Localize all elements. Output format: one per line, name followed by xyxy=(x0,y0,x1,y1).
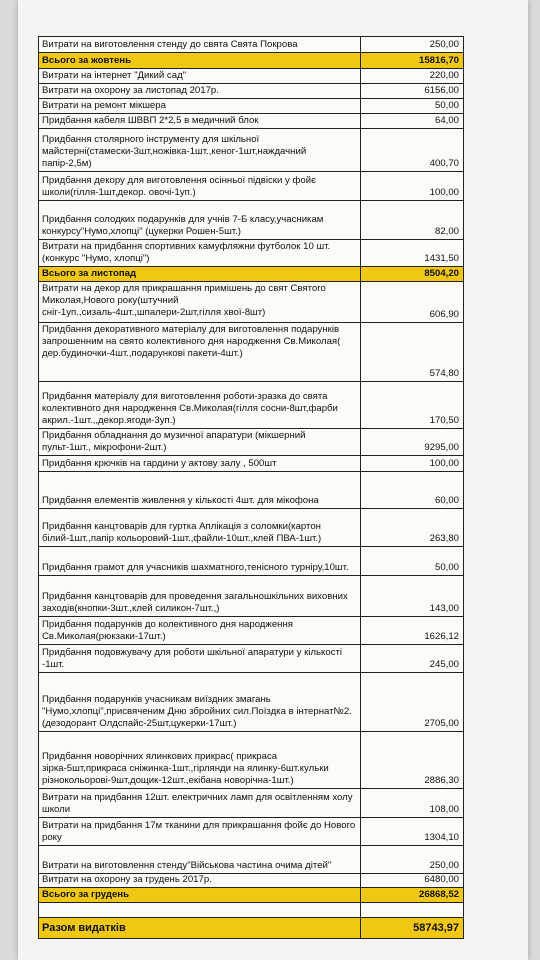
table-row xyxy=(39,547,463,576)
table-row-spacer xyxy=(39,903,463,918)
row-description: Придбання подарунків до колективного дня народження Св.Миколая(рюкзаки-17шт.) xyxy=(39,617,361,644)
row-amount: 250,00 xyxy=(429,860,459,871)
row-amount: 1304,10 xyxy=(424,832,459,843)
row-amount: 263,80 xyxy=(429,533,459,544)
row-description: Придбання солодких подарунків для учнів 7-Б класу,учасникам конкурсу"Нумо,хлопці" (цукерки Рошен-5шт.) xyxy=(39,201,361,239)
row-amount: 2886,30 xyxy=(424,775,459,786)
table-row xyxy=(39,69,463,84)
row-amount xyxy=(361,903,463,917)
row-description: Придбання подарунків учасникам виїздних змагань "Нумо,хлопці",присвяченим Дню збройних сил.Поїздка в інтернат№2.(дезодорант Олдспайс-25шт,цукерки-17шт.) xyxy=(39,673,361,731)
table-row-total xyxy=(39,267,463,282)
table-row xyxy=(39,382,463,429)
table-row xyxy=(39,99,463,114)
table-row xyxy=(39,456,463,472)
row-amount: 6480,00 xyxy=(424,874,459,885)
table-row xyxy=(39,732,463,789)
row-amount: 108,00 xyxy=(429,804,459,815)
table-row xyxy=(39,874,463,888)
row-description: Витрати на ремонт мікшера xyxy=(39,99,361,113)
row-amount: 245,00 xyxy=(429,659,459,670)
row-description: Витрати на інтернет "Дикий сад" xyxy=(39,69,361,83)
table-row xyxy=(39,172,463,201)
table-row xyxy=(39,282,463,323)
row-amount: 143,00 xyxy=(429,603,459,614)
row-amount: 2705,00 xyxy=(424,718,459,729)
table-row xyxy=(39,323,463,382)
row-description: Витрати на придбання спортивних камуфляжни футболок 10 шт.(конкурс "Нумо, хлопці") xyxy=(39,240,361,266)
table-row xyxy=(39,673,463,732)
table-row xyxy=(39,201,463,240)
row-description: Придбання подовжувачу для роботи шкільної апаратури у кількості -1шт. xyxy=(39,645,361,672)
row-amount: 220,00 xyxy=(429,70,459,81)
row-amount: 574,80 xyxy=(429,368,459,379)
row-description: Витрати на виготовлення стенду"Військова частина очима дітей" xyxy=(39,846,361,873)
row-description: Витрати на охорону за грудень 2017р. xyxy=(39,874,361,887)
row-description: Придбання канцтоварів для гуртка Аплікація з соломки(картон білий-1шт.,папір кольоровий-1шт.,файли-10шт.,клей ПВА-1шт.) xyxy=(39,509,361,546)
row-description: Придбання обладнання до музичної апаратури (мікшерний пульт-1шт., мікрофони-2шт.) xyxy=(39,429,361,455)
row-amount: 606,90 xyxy=(429,309,459,320)
table-row xyxy=(39,114,463,129)
row-description: Всього за грудень xyxy=(39,888,361,902)
row-amount: 100,00 xyxy=(429,187,459,198)
table-row xyxy=(39,129,463,172)
row-amount: 26868,52 xyxy=(418,889,459,900)
table-row xyxy=(39,84,463,99)
table-row xyxy=(39,509,463,547)
row-amount: 1626,12 xyxy=(424,631,459,642)
row-description: Придбання елементів живлення у кількості 4шт. для мікофона xyxy=(39,472,361,508)
row-amount: 64,00 xyxy=(434,115,459,126)
row-amount: 400,70 xyxy=(429,158,459,169)
row-amount: 8504,20 xyxy=(424,268,459,279)
row-amount: 6156,00 xyxy=(424,85,459,96)
table-row xyxy=(39,789,463,818)
row-description: Придбання матеріалу для виготовлення роботи-зразка до свята колективного дня народження Св.Миколая(гілля сосни-8шт,фарби акрил.-1шт.,,декор.ягоди-3уп.) xyxy=(39,382,361,428)
row-amount: 15816,70 xyxy=(418,54,459,66)
row-description: Придбання декору для виготовлення осінньої підвіски у фойє школи(гілля-1шт,декор. овочі-1уп.) xyxy=(39,172,361,200)
row-description: Всього за листопад xyxy=(39,267,361,281)
table-row-grand-total xyxy=(39,918,463,938)
row-amount: 60,00 xyxy=(434,495,459,506)
row-description: Придбання крючків на гардини у актову залу , 500шт xyxy=(39,456,361,471)
table-row xyxy=(39,429,463,456)
row-description: Витрати на придбання 12шт. електричних ламп для освітленням холу школи xyxy=(39,789,361,817)
row-description: Витрати на декор для прикрашання примішень до свят Святого Миколая,Нового року(штучний сніг-1уп.,сизаль-4шт.,шпалери-2шт,гілля хвої-8шт) xyxy=(39,282,361,322)
table-row xyxy=(39,818,463,846)
row-description: Придбання грамот для учасників шахматного,тенісного турніру,10шт. xyxy=(39,547,361,575)
row-description: Витрати на виготовлення стенду до свята Свята Покрова xyxy=(39,37,361,52)
row-amount: 170,50 xyxy=(429,415,459,426)
row-amount: 82,00 xyxy=(434,226,459,237)
table-row xyxy=(39,576,463,617)
row-amount: 9295,00 xyxy=(424,442,459,453)
row-description: Витрати на охорону за листопад 2017р. xyxy=(39,84,361,98)
row-description: Разом видатків xyxy=(39,918,361,938)
table-row-total xyxy=(39,53,463,69)
row-description: Придбання кабеля ШВВП 2*2,5 в медичний блок xyxy=(39,114,361,128)
table-row xyxy=(39,240,463,267)
row-description xyxy=(39,903,361,917)
row-amount: 250,00 xyxy=(429,39,459,50)
row-description: Придбання столярного інструменту для шкільної майстерні(стамески-3шт,ножівка-1шт.,кеног-1шт,наждачний папір-2,5м) xyxy=(39,129,361,171)
row-description: Всього за жовтень xyxy=(39,53,361,68)
table-row xyxy=(39,472,463,509)
table-row xyxy=(39,617,463,645)
paper-sheet xyxy=(18,0,528,960)
row-amount: 50,00 xyxy=(434,100,459,111)
row-description: Придбання канцтоварів для проведення загальношкільних виховних заходів(кнопки-3шт.,клей силикон-7шт.,) xyxy=(39,576,361,616)
expenses-table xyxy=(38,36,464,939)
table-row xyxy=(39,846,463,874)
row-description: Придбання новорічних ялинкових прикрас( прикраса зірка-5шт,прикраса сніжинка-1шт.,гірлянди на ялинку-6шт.кульки різнокольорові-9шт,дощик-12шт.,екібана новорічна-1шт.) xyxy=(39,732,361,788)
row-description: Придбання декоративного матеріалу для виготовлення подарунків запрошенним на свято колективного дня народження Св.Миколая( дер.будиночки-4шт.,подарункові пакети-4шт.) xyxy=(39,323,361,381)
row-description: Витрати на придбання 17м тканини для прикрашання фойє до Нового року xyxy=(39,818,361,845)
row-amount: 1431,50 xyxy=(424,253,459,264)
row-amount: 50,00 xyxy=(434,562,459,573)
row-amount: 100,00 xyxy=(429,458,459,469)
row-amount: 58743,97 xyxy=(413,922,459,934)
table-row xyxy=(39,645,463,673)
table-row xyxy=(39,37,463,53)
table-row-total xyxy=(39,888,463,903)
